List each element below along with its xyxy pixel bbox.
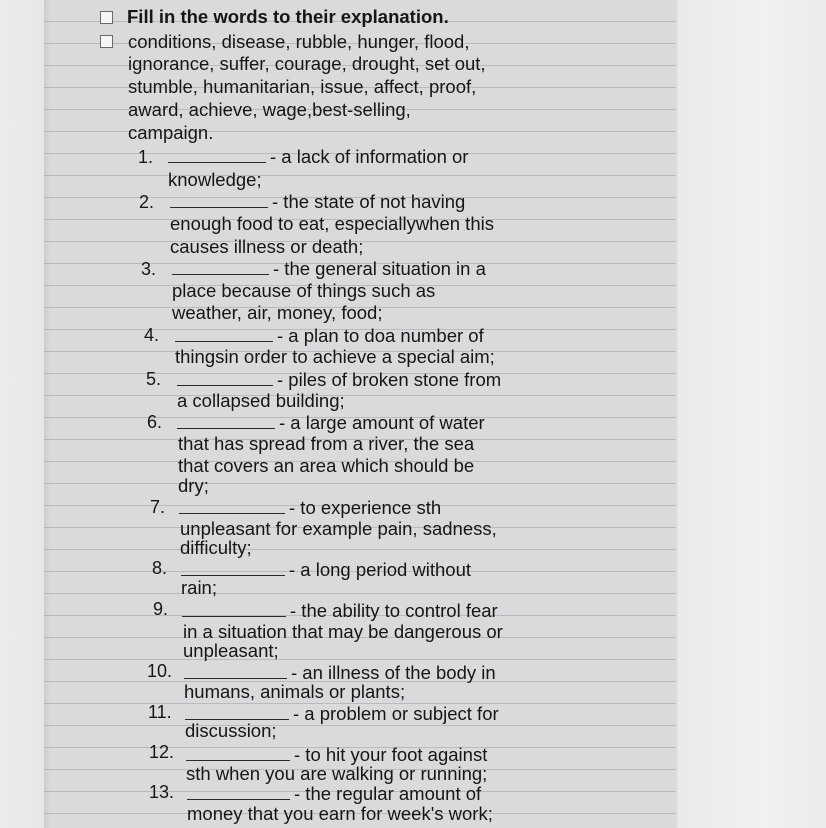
- right-background: [676, 0, 826, 828]
- answer-blank[interactable]: [177, 412, 275, 429]
- item-number: 7.: [150, 497, 166, 517]
- answer-blank[interactable]: [179, 497, 285, 514]
- definition-text: - the general situation in a: [273, 258, 486, 279]
- item-number: 6.: [147, 412, 163, 432]
- item-number: 8.: [152, 558, 168, 578]
- definition-line: that has spread from a river, the sea: [178, 433, 475, 454]
- definition-line: unpleasant;: [183, 640, 279, 661]
- definition-text: - a long period without: [289, 559, 472, 580]
- definition-line: difficulty;: [180, 537, 252, 558]
- item-number: 2.: [139, 192, 155, 212]
- paper-shadow: [44, 0, 50, 828]
- definition-text: - a large amount of water: [279, 412, 485, 433]
- definition-text: - a plan to doa number of: [277, 325, 484, 346]
- definition-line: humans, animals or plants;: [184, 681, 406, 702]
- checkbox-title[interactable]: [100, 11, 113, 24]
- definition-text: - to hit your foot against: [294, 744, 488, 765]
- exercise-title: Fill in the words to their explanation.: [127, 6, 449, 27]
- definition-line: unpleasant for example pain, sadness,: [180, 518, 497, 539]
- answer-blank[interactable]: [184, 662, 287, 679]
- definition-line: [177, 369, 501, 391]
- answer-blank[interactable]: [185, 703, 289, 720]
- item-number: 3.: [141, 259, 157, 279]
- definition-line: discussion;: [185, 720, 277, 741]
- answer-blank[interactable]: [186, 744, 290, 761]
- definition-text: - a lack of information or: [270, 146, 469, 167]
- checkbox-word-bank[interactable]: [100, 35, 113, 48]
- answer-blank[interactable]: [177, 369, 273, 386]
- answer-blank[interactable]: [187, 783, 290, 800]
- definition-line: [168, 146, 468, 168]
- definition-line: [177, 412, 485, 434]
- left-background: [0, 0, 44, 828]
- definition-text: - to experience sth: [289, 497, 442, 518]
- definition-line: money that you earn for week's work;: [187, 803, 493, 824]
- word-bank-line: award, achieve, wage,best-selling,: [128, 99, 411, 120]
- item-number: 9.: [153, 599, 169, 619]
- word-bank-line: conditions, disease, rubble, hunger, flood,: [128, 31, 470, 52]
- definition-line: place because of things such as: [172, 280, 436, 301]
- word-bank-line: ignorance, suffer, courage, drought, set out,: [128, 53, 486, 74]
- definition-text: - an illness of the body in: [291, 662, 496, 683]
- word-bank-line: stumble, humanitarian, issue, affect, proof,: [128, 76, 477, 97]
- definition-text: - the regular amount of: [294, 783, 482, 804]
- definition-line: in a situation that may be dangerous or: [183, 621, 503, 642]
- definition-line: knowledge;: [168, 169, 262, 190]
- definition-line: dry;: [178, 475, 209, 496]
- definition-line: [187, 783, 481, 805]
- answer-blank[interactable]: [168, 146, 266, 163]
- definition-line: that covers an area which should be: [178, 455, 475, 476]
- item-number: 4.: [144, 325, 160, 345]
- item-number: 12.: [149, 742, 175, 762]
- definition-line: causes illness or death;: [170, 236, 364, 257]
- item-number: 1.: [138, 147, 154, 167]
- answer-blank[interactable]: [182, 600, 286, 617]
- item-number: 5.: [146, 369, 162, 389]
- definition-line: rain;: [181, 577, 217, 598]
- definition-text: - a problem or subject for: [293, 703, 499, 724]
- definition-text: - the ability to control fear: [290, 600, 498, 621]
- item-number: 10.: [147, 661, 173, 681]
- definition-line: [170, 191, 465, 213]
- answer-blank[interactable]: [172, 258, 269, 275]
- answer-blank[interactable]: [175, 325, 273, 342]
- answer-blank[interactable]: [170, 191, 268, 208]
- word-bank-line: campaign.: [128, 122, 214, 143]
- definition-line: [175, 325, 484, 347]
- definition-line: [182, 600, 498, 622]
- definition-line: [172, 258, 486, 280]
- answer-blank[interactable]: [181, 559, 285, 576]
- item-number: 13.: [149, 782, 175, 802]
- definition-text: - piles of broken stone from: [277, 369, 502, 390]
- definition-line: thingsin order to achieve a special aim;: [175, 346, 495, 367]
- definition-line: [181, 559, 471, 581]
- definition-text: - the state of not having: [272, 191, 466, 212]
- definition-line: a collapsed building;: [177, 390, 345, 411]
- definition-line: enough food to eat, especiallywhen this: [170, 213, 494, 234]
- item-number: 11.: [148, 702, 172, 722]
- definition-line: weather, air, money, food;: [172, 302, 383, 323]
- definition-line: [179, 497, 441, 519]
- definition-line: sth when you are walking or running;: [186, 763, 488, 784]
